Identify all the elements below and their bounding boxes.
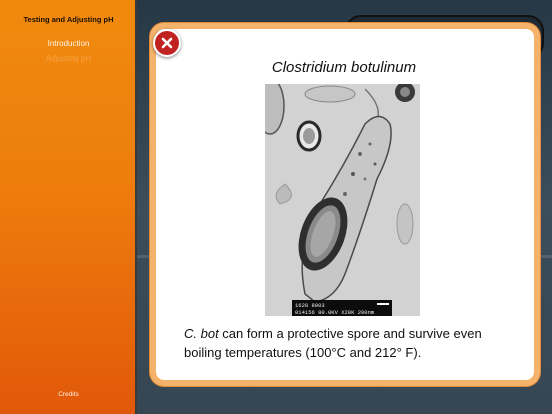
micrograph-image bbox=[265, 84, 420, 316]
micrograph-label-line1: 1628 8003 bbox=[295, 302, 325, 309]
micrograph-label-line2: 014156 80.0KV X28K 200nm bbox=[295, 309, 375, 316]
nav-item-introduction[interactable]: Introduction bbox=[47, 39, 90, 48]
caption-text: can form a protective spore and survive even boiling temperatures (100°C and 212° F). bbox=[184, 326, 482, 360]
close-icon bbox=[160, 36, 174, 50]
app-title: Testing and Adjusting pH bbox=[23, 15, 114, 24]
bacterium-micrograph bbox=[265, 84, 420, 316]
close-button[interactable] bbox=[153, 29, 181, 57]
sidebar bbox=[0, 0, 137, 414]
credits-link[interactable]: Credits bbox=[58, 391, 79, 398]
modal-title: Clostridium botulinum bbox=[271, 59, 417, 76]
caption-italic: C. bot bbox=[184, 326, 219, 341]
nav-item-adjusting-ph[interactable]: Adjusting pH bbox=[45, 54, 92, 63]
modal-caption bbox=[184, 324, 504, 362]
